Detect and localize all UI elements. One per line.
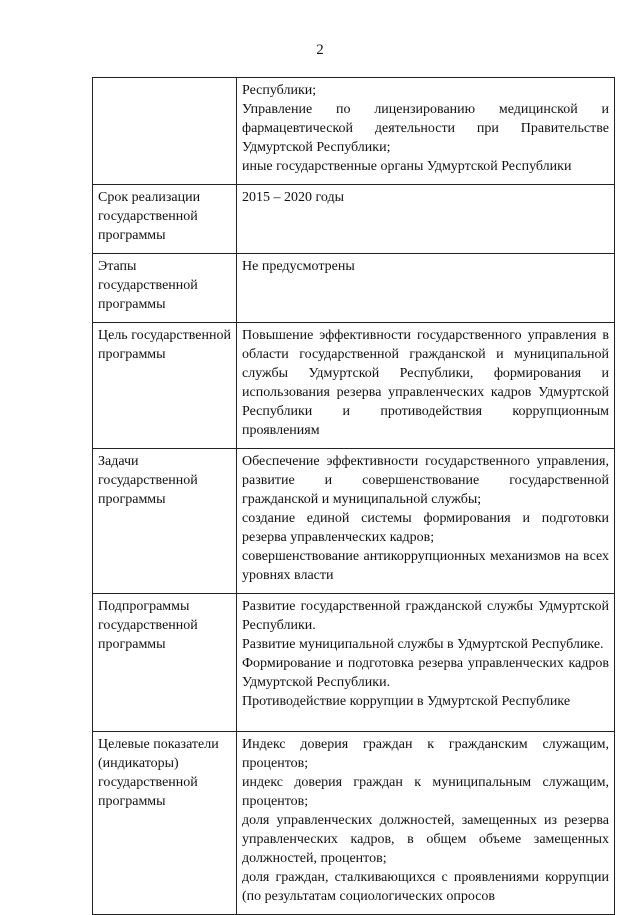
table-row: [93, 185, 615, 254]
row-value: [237, 732, 615, 915]
table-row: [93, 594, 615, 732]
row-label: Целевые показатели (индикаторы) государственной программы: [93, 732, 237, 915]
row-label: [93, 78, 237, 185]
value-line: Развитие муниципальной службы в Удмуртской Республике.: [242, 637, 604, 652]
table-row: [93, 732, 615, 915]
value-line: индекс доверия граждан к муниципальным служащим, процентов;: [242, 775, 609, 809]
table-row: [93, 323, 615, 449]
page-number: 2: [316, 42, 324, 58]
row-label: Срок реализации государственной программы: [93, 185, 237, 254]
value-line: создание единой системы формирования и подготовки резерва управленческих кадров;: [242, 511, 609, 545]
passport-table: [92, 77, 615, 915]
value-line: Противодействие коррупции в Удмуртской Республике: [242, 694, 571, 709]
value-line: Управление по лицензированию медицинской и фармацевтической деятельности при Правительстве Удмуртской Республики;: [242, 102, 609, 155]
value-line: Развитие государственной гражданской службы Удмуртской Республики.: [242, 599, 609, 633]
row-value: [237, 78, 615, 185]
row-label: Цель государственной программы: [93, 323, 237, 449]
row-value: [237, 323, 615, 449]
row-value: [237, 254, 615, 323]
table-row: [93, 449, 615, 594]
row-value: [237, 185, 615, 254]
value-line: Республики;: [242, 83, 317, 98]
row-label: Этапы государственной программы: [93, 254, 237, 323]
value-line: доля управленческих должностей, замещенных из резерва управленческих кадров, в общем объеме замещенных должностей, процентов;: [242, 813, 609, 866]
value-line: Не предусмотрены: [242, 259, 355, 274]
table-row: [93, 78, 615, 185]
value-line: Повышение эффективности государственного управления в области государственной гражданской и муниципальной службы Удмуртской Республики, формирования и использования резерва управленческих кадров Удмуртской Республики и противодействия коррупционным проявлениям: [242, 328, 609, 438]
value-line: Формирование и подготовка резерва управленческих кадров Удмуртской Республики.: [242, 656, 609, 690]
value-line: 2015 – 2020 годы: [242, 190, 345, 205]
value-line: Обеспечение эффективности государственного управления, развитие и совершенствование государственной гражданской и муниципальной службы;: [242, 454, 609, 507]
row-label: Задачи государственной программы: [93, 449, 237, 594]
value-line: Индекс доверия граждан к гражданским служащим, процентов;: [242, 737, 609, 771]
row-value: [237, 449, 615, 594]
value-line: доля граждан, сталкивающихся с проявлениями коррупции (по результатам социологических опросов: [242, 870, 609, 904]
row-label: Подпрограммы государственной программы: [93, 594, 237, 732]
row-value: [237, 594, 615, 732]
table-row: [93, 254, 615, 323]
value-line: совершенствование антикоррупционных механизмов на всех уровнях власти: [242, 549, 609, 583]
value-line: иные государственные органы Удмуртской Республики: [242, 159, 572, 174]
